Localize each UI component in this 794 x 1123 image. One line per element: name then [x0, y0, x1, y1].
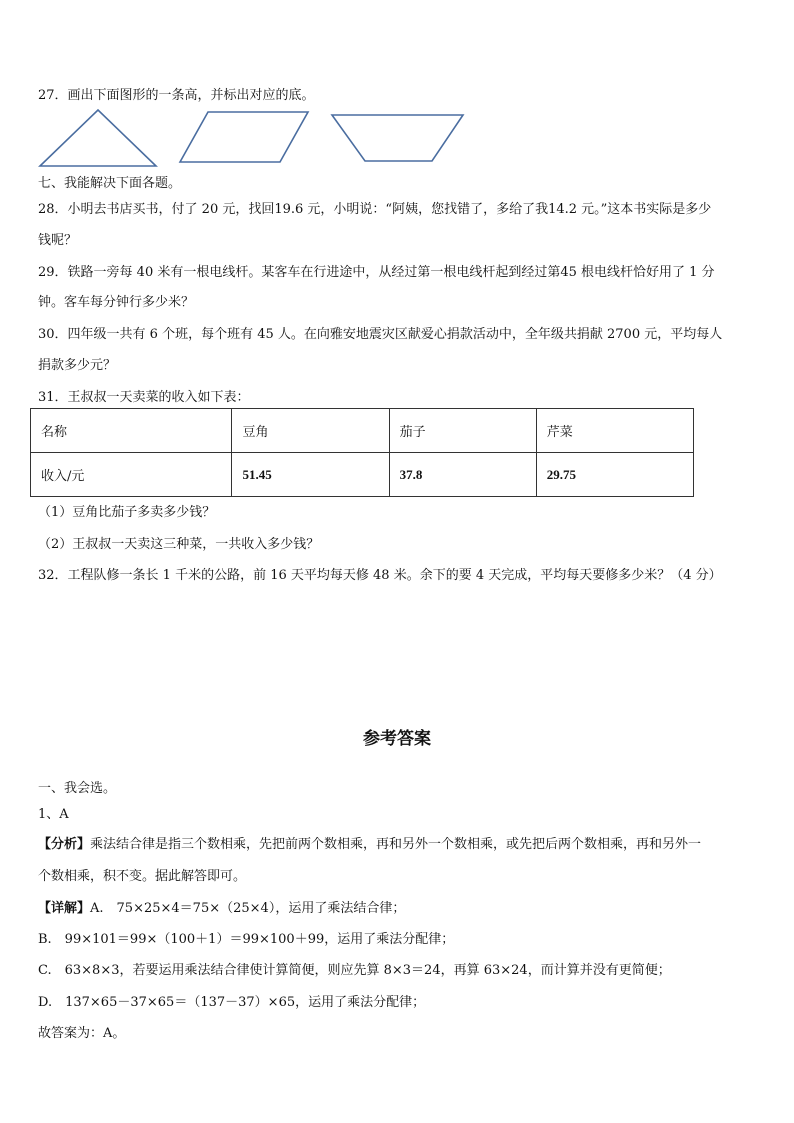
detail-line-a	[38, 897, 405, 916]
answers-section-1: 一、我会选。	[38, 781, 117, 796]
detail-line-c: C. 63×8×3，若要运用乘法结合律使计算简便，则应先算 8×3＝24，再算 63×24，而计算并没有更简便；	[38, 963, 671, 978]
table-row	[31, 453, 694, 497]
detail-text-a: A. 75×25×4＝75×（25×4），运用了乘法结合律；	[90, 901, 406, 916]
table-header-row	[31, 409, 694, 453]
table-header-cell: 芹菜	[536, 409, 693, 453]
question-30-line-2: 捐款多少元？	[38, 358, 117, 373]
question-28-line-2: 钱呢？	[38, 233, 78, 248]
geometry-figures	[38, 108, 478, 170]
question-29-line-1: 29．铁路一旁每 40 米有一根电线杆。某客车在行进途中，从经过第一根电线杆起到经过第45 根电线杆恰好用了 1 分	[38, 265, 715, 280]
section-heading-7: 七、我能解决下面各题。	[38, 176, 182, 191]
analysis-line-2: 个数相乘，积不变。据此解答即可。	[38, 869, 247, 884]
question-30-line-1: 30．四年级一共有 6 个班，每个班有 45 人。在向雅安地震灾区献爱心捐款活动中，全年级共捐献 2700 元，平均每人	[38, 327, 723, 342]
answer-conclusion: 故答案为：A。	[38, 1026, 126, 1041]
question-32: 32．工程队修一条长 1 千米的公路，前 16 天平均每天修 48 米。余下的要 4 天完成，平均每天要修多少米？（4 分）	[38, 568, 722, 583]
question-28-line-1: 28．小明去书店买书，付了 20 元，找回19.6 元，小明说：“阿姨，您找错了，多给了我14.2 元。”这本书实际是多少	[38, 202, 712, 217]
table-header-cell: 茄子	[389, 409, 536, 453]
detail-tag: 【详解】	[38, 901, 91, 916]
question-27: 27．画出下面图形的一条高，并标出对应的底。	[38, 88, 315, 103]
analysis-text: 乘法结合律是指三个数相乘，先把前两个数相乘，再和另外一个数相乘，或先把后两个数相乘，再和另外一	[90, 837, 702, 852]
triangle-figure	[40, 110, 156, 166]
analysis-tag: 【分析】	[38, 837, 91, 852]
table-row-label: 收入/元	[31, 453, 232, 497]
analysis-line-1	[38, 833, 701, 852]
question-29-line-2: 钟。客车每分钟行多少米？	[38, 295, 195, 310]
table-cell: 37.8	[389, 453, 536, 497]
table-cell: 51.45	[232, 453, 389, 497]
question-31-sub-2: （2）王叔叔一天卖这三种菜，一共收入多少钱？	[38, 537, 320, 552]
table-cell: 29.75	[536, 453, 693, 497]
trapezoid-figure	[332, 115, 463, 161]
question-31-sub-1: （1）豆角比茄子多卖多少钱？	[38, 505, 216, 520]
income-table	[30, 408, 694, 497]
detail-line-d: D. 137×65－37×65＝（137－37）×65，运用了乘法分配律；	[38, 995, 426, 1010]
table-header-cell: 豆角	[232, 409, 389, 453]
table-header-cell: 名称	[31, 409, 232, 453]
answer-item-1: 1、A	[38, 807, 69, 822]
question-31-intro: 31．王叔叔一天卖菜的收入如下表：	[38, 390, 250, 405]
parallelogram-figure	[180, 112, 308, 162]
detail-line-b: B. 99×101＝99×（100＋1）＝99×100＋99，运用了乘法分配律；	[38, 932, 455, 947]
answers-title: 参考答案	[363, 729, 431, 749]
